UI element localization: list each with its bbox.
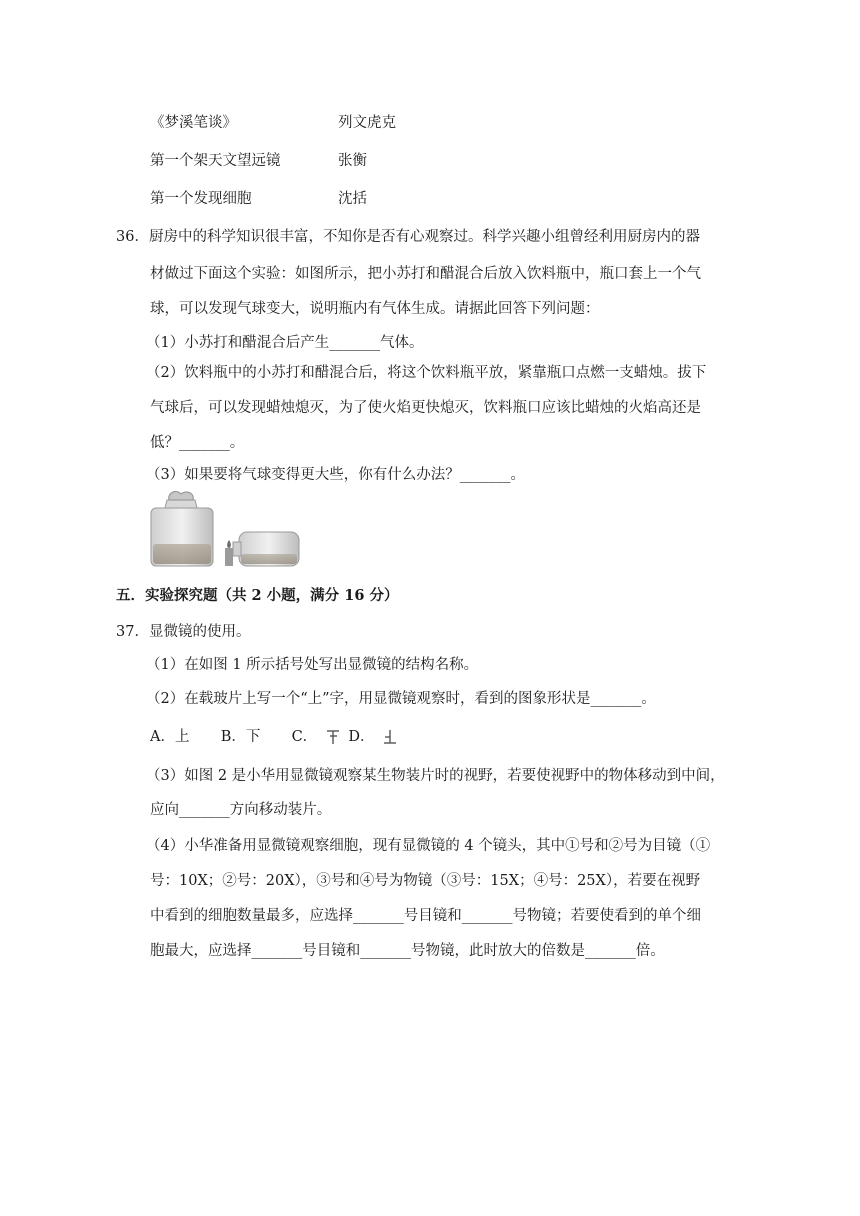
q37-stem: 37．显微镜的使用。 [116,624,251,640]
q37-part-4-line-2: 号：10X；②号：20X），③号和④号为物镜（③号：15X；④号：25X），若要在视野 [150,873,701,889]
q37-part-4-line-4: 胞最大，应选择_______号目镜和_______号物镜，此时放大的倍数是_______倍。 [150,943,665,959]
option-b: B．下 [220,729,261,745]
q36-stem-line-3: 球，可以发现气球变大，说明瓶内有气体生成。请据此回答下列问题： [150,301,600,317]
match-left-3: 第一个发现细胞 [150,191,252,207]
q36-part-2-line-1: （2）饮料瓶中的小苏打和醋混合后，将这个饮料瓶平放，紧靠瓶口点燃一支蜡烛。拔下 [146,365,707,381]
option-a: A．上 [150,729,190,745]
q37-part-4-line-3: 中看到的细胞数量最多，应选择_______号目镜和_______号物镜；若要使看到的单个细 [150,908,701,924]
match-right-3: 沈括 [338,191,367,207]
q37-options [150,727,401,747]
mirrored-character-c-icon [325,728,341,746]
match-right-2: 张衡 [338,153,367,169]
option-c: C． [291,729,318,745]
q37-part-1: （1）在如图 1 所示括号处写出显微镜的结构名称。 [146,657,479,673]
q36-part-2-line-2: 气球后，可以发现蜡烛熄灭，为了使火焰更快熄灭，饮料瓶口应该比蜡烛的火焰高还是 [150,400,701,416]
q36-stem-line-2: 材做过下面这个实验：如图所示，把小苏打和醋混合后放入饮料瓶中，瓶口套上一个气 [150,266,701,282]
match-right-1: 列文虎克 [338,115,396,131]
q36-part-2-line-3: 低？_______。 [150,435,245,451]
q36-part-3: （3）如果要将气球变得更大些，你有什么办法？_______。 [146,467,525,483]
q37-part-4-line-1: （4）小华准备用显微镜观察细胞，现有显微镜的 4 个镜头，其中①号和②号为目镜（① [146,838,711,854]
q37-part-2: （2）在载玻片上写一个“上”字，用显微镜观察时，看到的图象形状是_______。 [146,691,656,707]
q36-part-1: （1）小苏打和醋混合后产生_______气体。 [146,335,424,351]
q37-part-3-line-2: 应向_______方向移动装片。 [150,802,332,818]
q37-part-3-line-1: （3）如图 2 是小华用显微镜观察某生物装片时的视野，若要使视野中的物体移动到中间， [146,768,725,784]
q36-stem-line-1: 36．厨房中的科学知识很丰富，不知你是否有心观察过。科学兴趣小组曾经利用厨房内的器 [116,229,700,245]
section-heading: 五．实验探究题（共 2 小题，满分 16 分） [116,587,399,604]
mirrored-character-d-icon [382,728,398,746]
match-left-1: 《梦溪笔谈》 [150,115,237,131]
bottle-experiment-figure [147,490,303,570]
match-left-2: 第一个架天文望远镜 [150,153,281,169]
option-d: D． [348,729,375,745]
